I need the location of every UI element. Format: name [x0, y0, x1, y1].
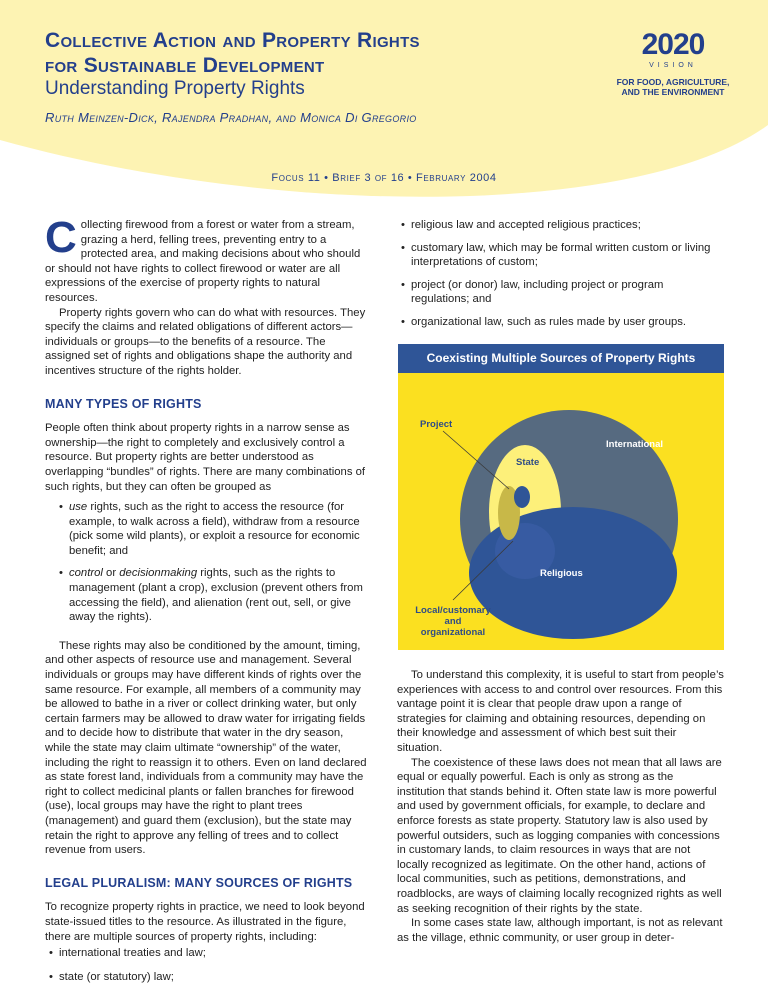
label-religious: Religious [540, 568, 583, 579]
logo-vision-text: VISION [649, 62, 697, 69]
2020-vision-logo [598, 30, 748, 97]
document-title [45, 28, 605, 78]
control-or-text: or [102, 567, 120, 580]
left-column [45, 213, 372, 993]
focus-brief-date-line: Focus 11 • Brief 3 of 16 • February 2004 [271, 172, 497, 184]
state-law-paragraph: In some cases state law, although important, is not as relevant as the village, ethnic community, or user group in deter- [397, 917, 723, 944]
local-customary-circle [514, 486, 530, 508]
list-item-project: • project (or donor) law, including project or program regulations; and [397, 278, 724, 307]
rights-list [45, 500, 372, 625]
list-item-state: • state (or statutory) law; [45, 970, 372, 985]
use-emphasis: use [69, 501, 88, 514]
sources-list-part-2 [397, 218, 724, 330]
title-line-1: Collective Action and Property Rights [45, 29, 420, 52]
logo-number: 2020 [641, 28, 705, 61]
label-local-customary [408, 605, 498, 638]
label-state: State [516, 457, 540, 468]
list-item-customary: • customary law, which may be formal written custom or living interpretations of custom; [397, 241, 724, 270]
section-heading-types: MANY TYPES OF RIGHTS [45, 396, 202, 411]
label-international: International [606, 439, 664, 450]
logo-tagline [598, 77, 748, 97]
list-item-international: • international treaties and law; [45, 946, 372, 961]
list-item-religious: • religious law and accepted religious practices; [397, 218, 724, 233]
title-line-2: for Sustainable Development [45, 54, 325, 77]
intro-paragraph [45, 213, 372, 306]
label-project: Project [420, 419, 453, 430]
label-local-line-3: organizational [420, 627, 486, 638]
types-paragraph: People often think about property rights in a narrow sense as ownership—the right to completely and exclusively control a resource. But property rights are better understood as overlapping “bundles” of rights. There are many combinations of such rights, but they can often be grouped as [45, 422, 366, 493]
intro-text: ollecting firewood from a forest or water from a stream, grazing a herd, felling trees, preventing entry to a protected area, and making decisions about who should or should not have rights to collect firewood or water are all expressions of the exercise of property rights to natural resources. [45, 219, 361, 304]
conditioned-paragraph: These rights may also be conditioned by the amount, timing, and other aspects of resource use and management. Several individuals or groups may have different kinds of rights over the same resource. For example, all members of a community may be allowed to bathe in a river or collect drinking water, but only certain farmers may be allowed to draw water for irrigating fields and to decide how to distribute that water in the dry season, while the state may claim ultimate “ownership” of the water, including the right to reassign it to others. Even on land declared as state forest land, individuals from a community may have the right to collect medicinal plants or fallen branches for firewood (use), local groups may have the right to plant trees (management) and guard them (exclusion), but the state may retain the right to approve any felling of trees and to collect revenue from users. [45, 639, 367, 857]
right-column-top [397, 218, 724, 338]
drop-cap: C [45, 213, 77, 262]
right-column-bottom [397, 668, 724, 945]
venn-figure [398, 373, 724, 650]
authors-line: Ruth Meinzen-Dick, Rajendra Pradhan, and Monica Di Gregorio [45, 110, 417, 125]
property-rights-paragraph: Property rights govern who can do what with resources. They specify the claims and related obligations of different actors—individuals or groups—to the benefits of a resource. The assigned set of rights and obligations shape the authority and incentives structure of the rights holder. [45, 306, 366, 377]
figure-title: Coexisting Multiple Sources of Property Rights [398, 344, 724, 373]
label-local-line-1: Local/customary [415, 605, 491, 616]
coexistence-paragraph: The coexistence of these laws does not mean that all laws are equal or equally powerful. Each is only as strong as the institution that stands behind it. Often state law is more powerful and used by government officials, for example, to declare and enforce forests as state property. Statutory law is also used by powerful outsiders, such as logging companies with concessions in customary lands, to claim resources in ways that are not locally recognized as legitimate. On the other hand, actions of local communities, such as petitions, demonstrations, and roadblocks, are ways of claiming locally recognized rights as well as seeking recognition of their rights by the state. [397, 756, 722, 915]
list-item-control-rights [45, 566, 372, 624]
pluralism-paragraph: To recognize property rights in practice, we need to look beyond state-issued titles to the resource. As illustrated in the figure, there are multiple sources of property rights, including: [45, 901, 365, 943]
label-local-line-2: and [444, 616, 462, 627]
logo-tagline-line-1: FOR FOOD, AGRICULTURE, [616, 77, 730, 87]
use-rights-text: rights, such as the right to access the resource (for example, to walk across a field), withdraw from a resource (pick some wild plants), or exploit a resource for economic benefit; and [69, 501, 360, 557]
decisionmaking-emphasis: decisionmaking [119, 567, 198, 580]
list-item-use-rights [45, 500, 372, 558]
control-emphasis: control [69, 567, 103, 580]
control-rights-text: rights, such as the rights to management (plant a crop), exclusion (prevent others from accessing the field), and alienation (rent out, sell, or give away the rights). [69, 567, 363, 624]
logo-tagline-line-2: AND THE ENVIRONMENT [621, 87, 725, 97]
list-item-organizational: • organizational law, such as rules made by user groups. [397, 315, 724, 330]
section-heading-pluralism: LEGAL PLURALISM: MANY SOURCES OF RIGHTS [45, 875, 353, 890]
document-subtitle: Understanding Property Rights [45, 78, 305, 99]
sources-list-part-1 [45, 946, 372, 984]
understand-paragraph: To understand this complexity, it is useful to start from people’s experiences with access to and control over resources. From this vantage point it is clear that people draw upon a range of strategies for claiming and obtaining resources, depending on their knowledge and assessment of which best suit their situation. [397, 669, 724, 754]
